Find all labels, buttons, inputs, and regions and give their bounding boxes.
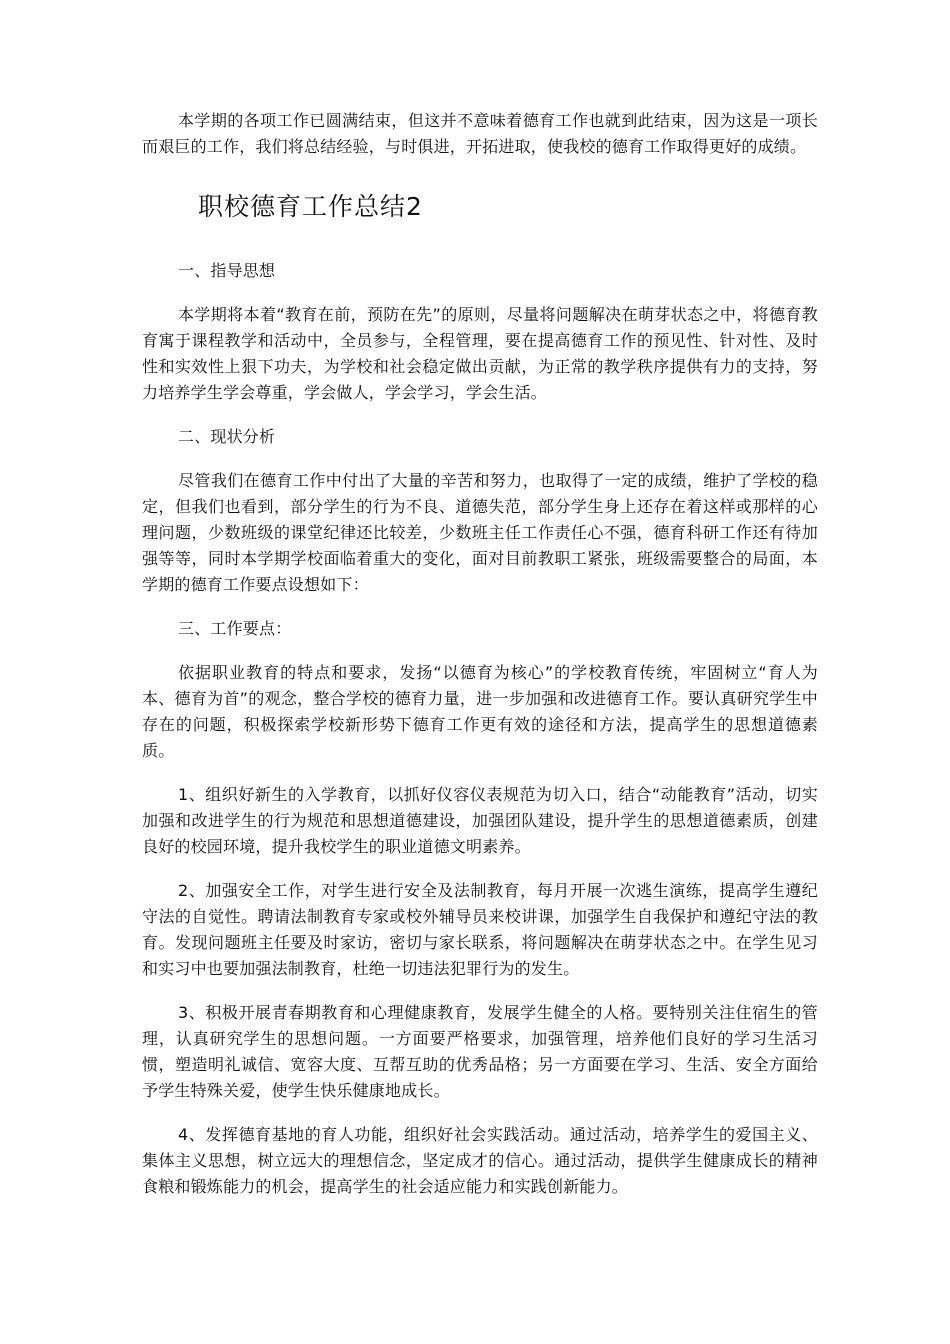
section-heading-status-analysis: 二、现状分析 bbox=[178, 427, 276, 446]
section-paragraph-work-points: 依据职业教育的特点和要求，发扬“以德育为核心”的学校教育传统，牢固树立“育人为本、德育为首”的观念，整合学校的德育力量，进一步加强和改进德育工作。要认真研究学生中存在的问题，积极探索学校新形势下德育工作更有效的途径和方法，提高学生的思想道德素质。 bbox=[142, 663, 818, 760]
point-item-4: 4、发挥德育基地的育人功能，组织好社会实践活动。通过活动，培养学生的爱国主义、集体主义思想，树立远大的理想信念，坚定成才的信心。通过活动，提供学生健康成长的精神食粮和锻炼能力的机会，提高学生的社会适应能力和实践创新能力。 bbox=[142, 1125, 818, 1196]
document-title: 职校德育工作总结2 bbox=[198, 192, 423, 221]
point-item-2: 2、加强安全工作，对学生进行安全及法制教育，每月开展一次逃生演练，提高学生遵纪守法的自觉性。聘请法制教育专家或校外辅导员来校讲课，加强学生自我保护和遵纪守法的教育。发现问题班主任要及时家访，密切与家长联系，将问题解决在萌芽状态之中。在学生见习和实习中也要加强法制教育，杜绝一切违法犯罪行为的发生。 bbox=[142, 881, 818, 978]
document-page bbox=[142, 108, 818, 1200]
section-heading-guiding-thought: 一、指导思想 bbox=[178, 261, 276, 280]
section-paragraph-status-analysis: 尽管我们在德育工作中付出了大量的辛苦和努力，也取得了一定的成绩，维护了学校的稳定，但我们也看到，部分学生的行为不良、道德失范，部分学生身上还存在着这样或那样的心理问题，少数班级的课堂纪律还比较差，少数班主任工作责任心不强，德育科研工作还有待加强等等，同时本学期学校面临着重大的变化，面对目前教职工紧张，班级需要整合的局面，本学期的德育工作要点设想如下： bbox=[142, 471, 818, 594]
intro-paragraph: 本学期的各项工作已圆满结束，但这并不意味着德育工作也就到此结束，因为这是一项长而艰巨的工作，我们将总结经验，与时俱进，开拓进取，使我校的德育工作取得更好的成绩。 bbox=[142, 111, 818, 156]
section-paragraph-guiding-thought: 本学期将本着“教育在前，预防在先”的原则，尽量将问题解决在萌芽状态之中，将德育教育寓于课程教学和活动中，全员参与，全程管理，要在提高德育工作的预见性、针对性、及时性和实效性上狠下功夫，为学校和社会稳定做出贡献，为正常的教学秩序提供有力的支持，努力培养学生学会尊重，学会做人，学会学习，学会生活。 bbox=[142, 305, 818, 402]
point-item-1: 1、组织好新生的入学教育，以抓好仪容仪表规范为切入口，结合“动能教育”活动，切实加强和改进学生的行为规范和思想道德建设，加强团队建设，提升学生的思想道德素质，创建良好的校园环境，提升我校学生的职业道德文明素养。 bbox=[142, 785, 818, 856]
section-heading-work-points: 三、工作要点： bbox=[178, 619, 292, 638]
point-item-3: 3、积极开展青春期教育和心理健康教育，发展学生健全的人格。要特别关注住宿生的管理，认真研究学生的思想问题。一方面要严格要求，加强管理，培养他们良好的学习生活习惯，塑造明礼诚信、宽容大度、互帮互助的优秀品格；另一方面要在学习、生活、安全方面给予学生特殊关爱，使学生快乐健康地成长。 bbox=[142, 1003, 818, 1100]
